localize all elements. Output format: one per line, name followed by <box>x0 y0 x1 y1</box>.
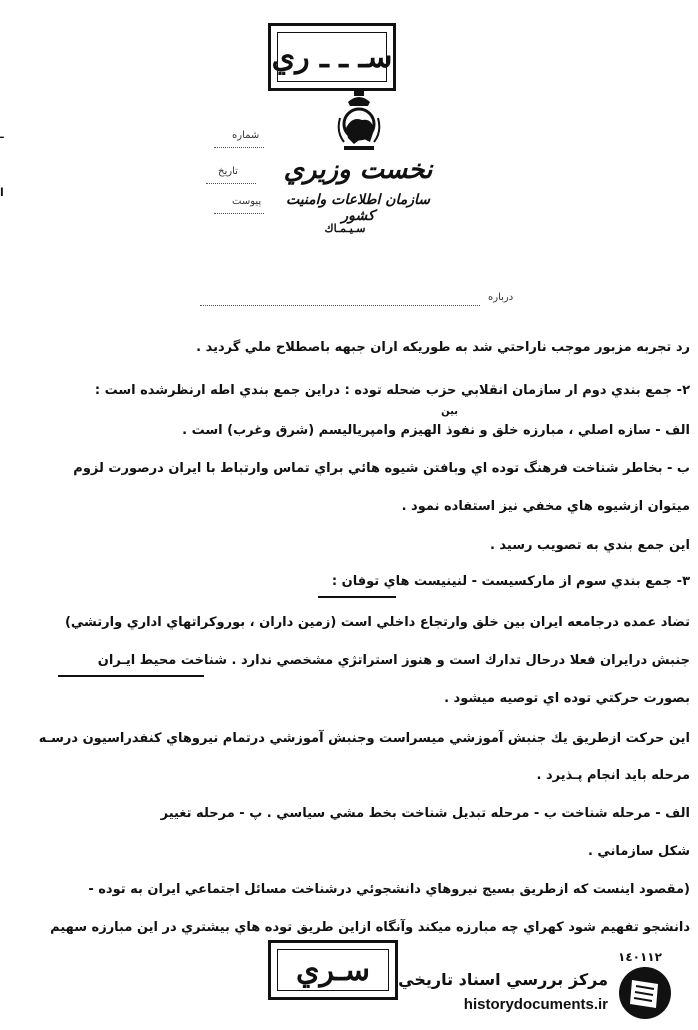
body-line-10: بصورت حركتي توده اي توصيه ميشود . <box>444 691 690 706</box>
secret-stamp-bottom-text: سـري <box>296 952 370 988</box>
meta-number-label: شماره <box>232 130 260 141</box>
footer-site-name: مركز بررسي اسناد تاريخي <box>398 970 608 989</box>
body-line-15: (مقصود اينست كه ازطريق بسيج نيروهاي دانشجوئي درشناخت مسائل اجتماعي ايران به توده - <box>88 882 690 897</box>
body-line-16: دانشجو تفهيم شود كهراي چه مبارزه ميكند وآنگاه ازاين طريق توده هاي بيشتري در اين مبارزه سهيم <box>50 920 690 935</box>
body-line-9-underline <box>58 673 204 677</box>
body-line-11: اين حركت ازطريق يك جنبش آموزشي ميسراست وجنبش آموزشي درتمام نيروهاي كنفدراسيون درسـه <box>38 731 690 746</box>
meta-subject-line <box>200 304 480 306</box>
footer-site-url[interactable]: historydocuments.ir <box>463 996 608 1013</box>
meta-attachment-line <box>214 212 264 214</box>
meta-date-line <box>206 182 256 184</box>
edge-mark-1: ـ <box>0 128 4 141</box>
secret-stamp-bottom <box>268 940 398 1000</box>
body-line-7-underline <box>318 594 396 598</box>
letterhead-sub: سـيـمـاك <box>324 222 366 235</box>
secret-stamp-top <box>268 23 396 91</box>
lion-and-sun-emblem-icon <box>332 88 386 158</box>
body-line-9: جنبش درايران فعلا درحال تدارك است و هنوز استراتژي مشخصي ندارد . شناخت محيط ايـران <box>97 653 690 668</box>
body-line-14: شكل سازماني . <box>587 844 690 859</box>
body-line-2: ٢- جمع بندي دوم ار سازمان انقلابي حزب ضحله توده : دراين جمع بندي اطه ارنظرشده است : <box>94 383 690 398</box>
letterhead-organization: سازمان اطلاعات وامنيت كشور <box>285 192 431 224</box>
body-line-2b: بين <box>441 406 458 417</box>
page-number: ١٤٠١١٢ <box>618 950 662 964</box>
body-line-8: تضاد عمده درجامعه ايران بين خلق وارتجاع داخلي است (زمين داران ، بوروكراتهاي اداري وارتشي) <box>64 615 690 630</box>
meta-attachment-label: پيوست <box>232 196 262 207</box>
body-line-7: ٣- جمع بندي سوم از ماركسيست - لنينيست هاي توفان : <box>331 574 690 589</box>
secret-stamp-top-text: سـ ـ ـ ري <box>271 39 393 75</box>
history-documents-logo-icon <box>614 964 676 1022</box>
body-line-3: الف - سازه اصلي ، مبارزه خلق و نفوذ الهيزم وامپرياليسم (شرق وغرب) است . <box>182 423 690 438</box>
meta-number-line <box>214 146 264 148</box>
body-line-12: مرحله بايد انجام پـذيرد . <box>536 768 690 783</box>
edge-mark-2: ا <box>0 186 4 199</box>
body-line-6: اين جمع بندي به تصويب رسيد . <box>489 538 690 553</box>
body-line-1: رد تجربه مزبور موجب ناراحتي شد به طوريكه اران جبهه باصطلاح ملي گرديد . <box>196 340 690 355</box>
letterhead-title: نخست وزيري <box>283 155 433 185</box>
meta-subject-label: درباره <box>488 292 514 303</box>
meta-date-label: تاريخ <box>218 166 238 177</box>
body-line-13: الف - مرحله شناخت ب - مرحله تبديل شناخت بخط مشي سياسي . پ - مرحله تغيير <box>160 806 690 821</box>
body-line-4: ب - بخاطر شناخت فرهنگ توده اي وبافتن شيوه هائي براي تماس وارتباط با ايران درصورت لزوم <box>73 461 690 476</box>
body-line-5: ميتوان ازشيوه هاي مخفي نيز استفاده نمود . <box>401 499 690 514</box>
